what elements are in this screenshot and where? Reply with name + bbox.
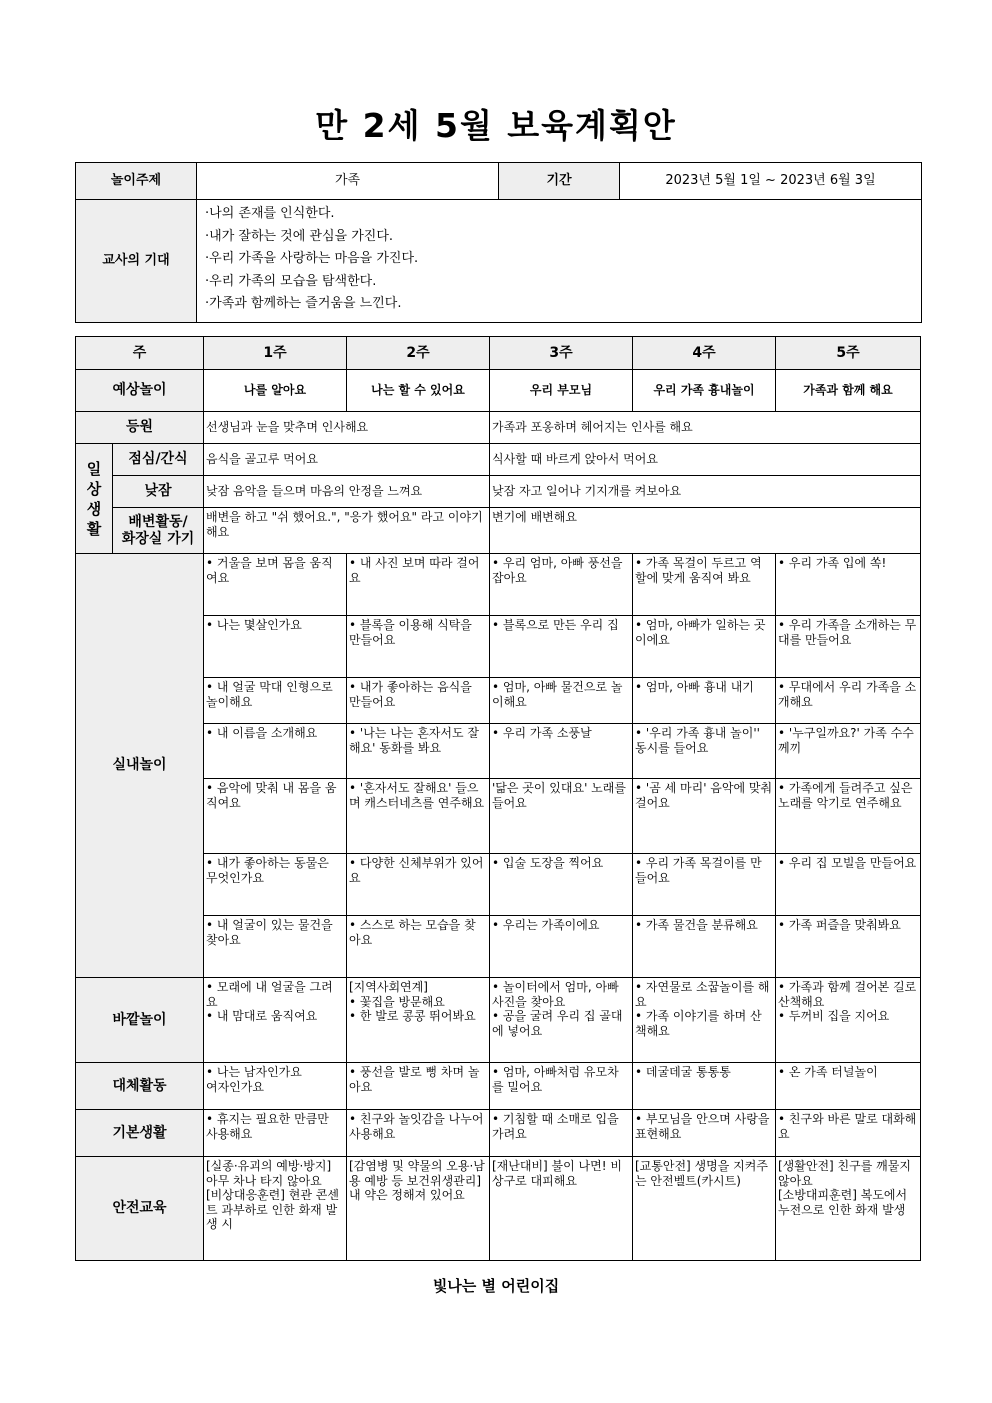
expected-play: 우리 가족 흉내놀이: [633, 370, 776, 412]
indoor-cell: • '곰 세 마리' 음악에 맞춰 걸어요: [633, 779, 776, 854]
alt-activity-cell: • 나는 남자인가요 여자인가요: [204, 1063, 347, 1110]
page-title: 만 2세 5월 보육계획안: [315, 106, 677, 145]
indoor-cell: • 우리 가족을 소개하는 무대를 만들어요: [776, 616, 921, 678]
indoor-cell: • 다양한 신체부위가 있어요: [347, 854, 490, 916]
meal-label: 점심/간식: [113, 444, 204, 476]
indoor-cell: • 내 사진 보며 따라 걸어요: [347, 554, 490, 616]
indoor-cell: • 내가 좋아하는 음식을 만들어요: [347, 678, 490, 724]
daily-life-label: 일 상 생 활: [76, 444, 113, 554]
toilet-cell: 변기에 배변해요: [490, 508, 921, 554]
indoor-cell: • 내 얼굴이 있는 물건을 찾아요: [204, 916, 347, 978]
footer-daycare-name: 빛나는 별 어린이집: [432, 1277, 560, 1295]
alt-activity-cell: • 엄마, 아빠처럼 유모차를 밀어요: [490, 1063, 633, 1110]
outdoor-cell: [지역사회연계] • 꽃집을 방문해요 • 한 발로 콩콩 뛰어봐요: [347, 978, 490, 1063]
goal-item: ·가족과 함께하는 즐거움을 느낀다.: [205, 296, 402, 311]
safety-cell: [감염병 및 약물의 오용·남용 예방 등 보건위생관리] 내 약은 정해져 있어요: [347, 1157, 490, 1261]
safety-cell: [생활안전] 친구를 깨물지 않아요 [소방대피훈련] 복도에서 누전으로 인한 화재 발생: [776, 1157, 921, 1261]
week-header: 1주: [204, 337, 347, 370]
outdoor-cell: • 모래에 내 얼굴을 그려요 • 내 맘대로 움직여요: [204, 978, 347, 1063]
alt-activity-cell: • 온 가족 터널놀이: [776, 1063, 921, 1110]
indoor-cell: • 가족 퍼즐을 맞춰봐요: [776, 916, 921, 978]
expect-label: 교사의 기대: [76, 200, 197, 323]
basic-life-cell: • 친구와 놀잇감을 나누어 사용해요: [347, 1110, 490, 1157]
indoor-cell: • 우리 가족 소풍날: [490, 724, 633, 779]
outdoor-cell: • 자연물로 소꿉놀이를 해요 • 가족 이야기를 하며 산책해요: [633, 978, 776, 1063]
week-label: 주: [76, 337, 204, 370]
basic-life-cell: • 친구와 바른 말로 대화해요: [776, 1110, 921, 1157]
period-label: 기간: [499, 163, 620, 200]
indoor-cell: • 가족에게 들려주고 싶은 노래를 악기로 연주해요: [776, 779, 921, 854]
expected-play: 나는 할 수 있어요: [347, 370, 490, 412]
indoor-cell: • 내가 좋아하는 동물은 무엇인가요: [204, 854, 347, 916]
basic-life-cell: • 부모님을 안으며 사랑을 표현해요: [633, 1110, 776, 1157]
indoor-cell: '닮은 곳이 있대요' 노래를 들어요: [490, 779, 633, 854]
week-header: 5주: [776, 337, 921, 370]
basic-life-label: 기본생활: [76, 1110, 204, 1157]
nap-label: 낮잠: [113, 476, 204, 508]
expected-label: 예상놀이: [76, 370, 204, 412]
indoor-cell: • 엄마, 아빠 물건으로 놀이해요: [490, 678, 633, 724]
nap-cell: 낮잠 자고 일어나 기지개를 켜보아요: [490, 476, 921, 508]
safety-cell: [교통안전] 생명을 지켜주는 안전벨트(카시트): [633, 1157, 776, 1261]
basic-life-cell: • 휴지는 필요한 만큼만 사용해요: [204, 1110, 347, 1157]
basic-life-cell: • 기침할 때 소매로 입을 가려요: [490, 1110, 633, 1157]
indoor-cell: • 우리 집 모빌을 만들어요: [776, 854, 921, 916]
expected-play: 가족과 함께 해요: [776, 370, 921, 412]
info-table: [75, 162, 922, 323]
outdoor-cell: • 놀이터에서 엄마, 아빠 사진을 찾아요 • 공을 굴려 우리 집 골대에 넣어요: [490, 978, 633, 1063]
indoor-cell: • 입술 도장을 찍어요: [490, 854, 633, 916]
meal-cell: 식사할 때 바르게 앉아서 먹어요: [490, 444, 921, 476]
alt-activity-label: 대체활동: [76, 1063, 204, 1110]
goals-list: [197, 200, 922, 323]
indoor-cell: • 블록을 이용해 식탁을 만들어요: [347, 616, 490, 678]
indoor-cell: • 우리 가족 목걸이를 만들어요: [633, 854, 776, 916]
outdoor-label: 바깥놀이: [76, 978, 204, 1063]
indoor-cell: • 나는 몇살인가요: [204, 616, 347, 678]
period-value: 2023년 5월 1일 ~ 2023년 6월 3일: [620, 163, 922, 200]
toilet-cell: 배변을 하고 "쉬 했어요.", "응가 했어요" 라고 이야기해요: [204, 508, 490, 554]
indoor-cell: • 가족 물건을 분류해요: [633, 916, 776, 978]
indoor-cell: • 내 얼굴 막대 인형으로 놀이해요: [204, 678, 347, 724]
indoor-cell: • 우리 가족 입에 쏙!: [776, 554, 921, 616]
indoor-cell: • '우리 가족 흉내 놀이'' 동시를 들어요: [633, 724, 776, 779]
indoor-cell: • 거울을 보며 몸을 움직여요: [204, 554, 347, 616]
indoor-cell: • 블록으로 만든 우리 집: [490, 616, 633, 678]
week-header: 2주: [347, 337, 490, 370]
indoor-cell: • 가족 목걸이 두르고 역할에 맞게 움직여 봐요: [633, 554, 776, 616]
indoor-cell: • 우리는 가족이에요: [490, 916, 633, 978]
outdoor-cell: • 가족과 함께 걸어본 길로 산책해요 • 두꺼비 집을 지어요: [776, 978, 921, 1063]
indoor-cell: • 내 이름을 소개해요: [204, 724, 347, 779]
toilet-label: 배변활동/ 화장실 가기: [113, 508, 204, 554]
expected-play: 우리 부모님: [490, 370, 633, 412]
safety-label: 안전교육: [76, 1157, 204, 1261]
week-header: 4주: [633, 337, 776, 370]
indoor-label: 실내놀이: [76, 554, 204, 978]
week-header: 3주: [490, 337, 633, 370]
meal-cell: 음식을 골고루 먹어요: [204, 444, 490, 476]
goal-item: ·우리 가족을 사랑하는 마음을 가진다.: [205, 251, 419, 266]
safety-cell: [재난대비] 불이 나면! 비상구로 대피해요: [490, 1157, 633, 1261]
indoor-cell: • '혼자서도 잘해요' 들으며 캐스터네츠를 연주해요: [347, 779, 490, 854]
goal-item: ·나의 존재를 인식한다.: [205, 206, 335, 221]
arrival-label: 등원: [76, 412, 204, 444]
alt-activity-cell: • 풍선을 발로 뻥 차며 놀아요: [347, 1063, 490, 1110]
plan-table: [75, 336, 921, 1261]
indoor-cell: • 엄마, 아빠가 일하는 곳이에요: [633, 616, 776, 678]
nap-cell: 낮잠 음악을 들으며 마음의 안정을 느껴요: [204, 476, 490, 508]
indoor-cell: • '나는 나는 혼자서도 잘해요' 동화를 봐요: [347, 724, 490, 779]
indoor-cell: • 음악에 맞춰 내 몸을 움직여요: [204, 779, 347, 854]
theme-value: 가족: [197, 163, 499, 200]
theme-label: 놀이주제: [76, 163, 197, 200]
expected-play: 나를 알아요: [204, 370, 347, 412]
indoor-cell: • 무대에서 우리 가족을 소개해요: [776, 678, 921, 724]
goal-item: ·우리 가족의 모습을 탐색한다.: [205, 273, 377, 289]
safety-cell: [실종·유괴의 예방·방지] 아무 차나 타지 않아요 [비상대응훈련] 현관 콘센트 과부하로 인한 화재 발생 시: [204, 1157, 347, 1261]
arrival-cell: 가족과 포옹하며 헤어지는 인사를 해요: [490, 412, 921, 444]
indoor-cell: • 엄마, 아빠 흉내 내기: [633, 678, 776, 724]
arrival-cell: 선생님과 눈을 맞추며 인사해요: [204, 412, 490, 444]
alt-activity-cell: • 데굴데굴 통통통: [633, 1063, 776, 1110]
indoor-cell: • 스스로 하는 모습을 찾아요: [347, 916, 490, 978]
indoor-cell: • '누구일까요?' 가족 수수께끼: [776, 724, 921, 779]
indoor-cell: • 우리 엄마, 아빠 풍선을 잡아요: [490, 554, 633, 616]
goal-item: ·내가 잘하는 것에 관심을 가진다.: [205, 228, 394, 244]
